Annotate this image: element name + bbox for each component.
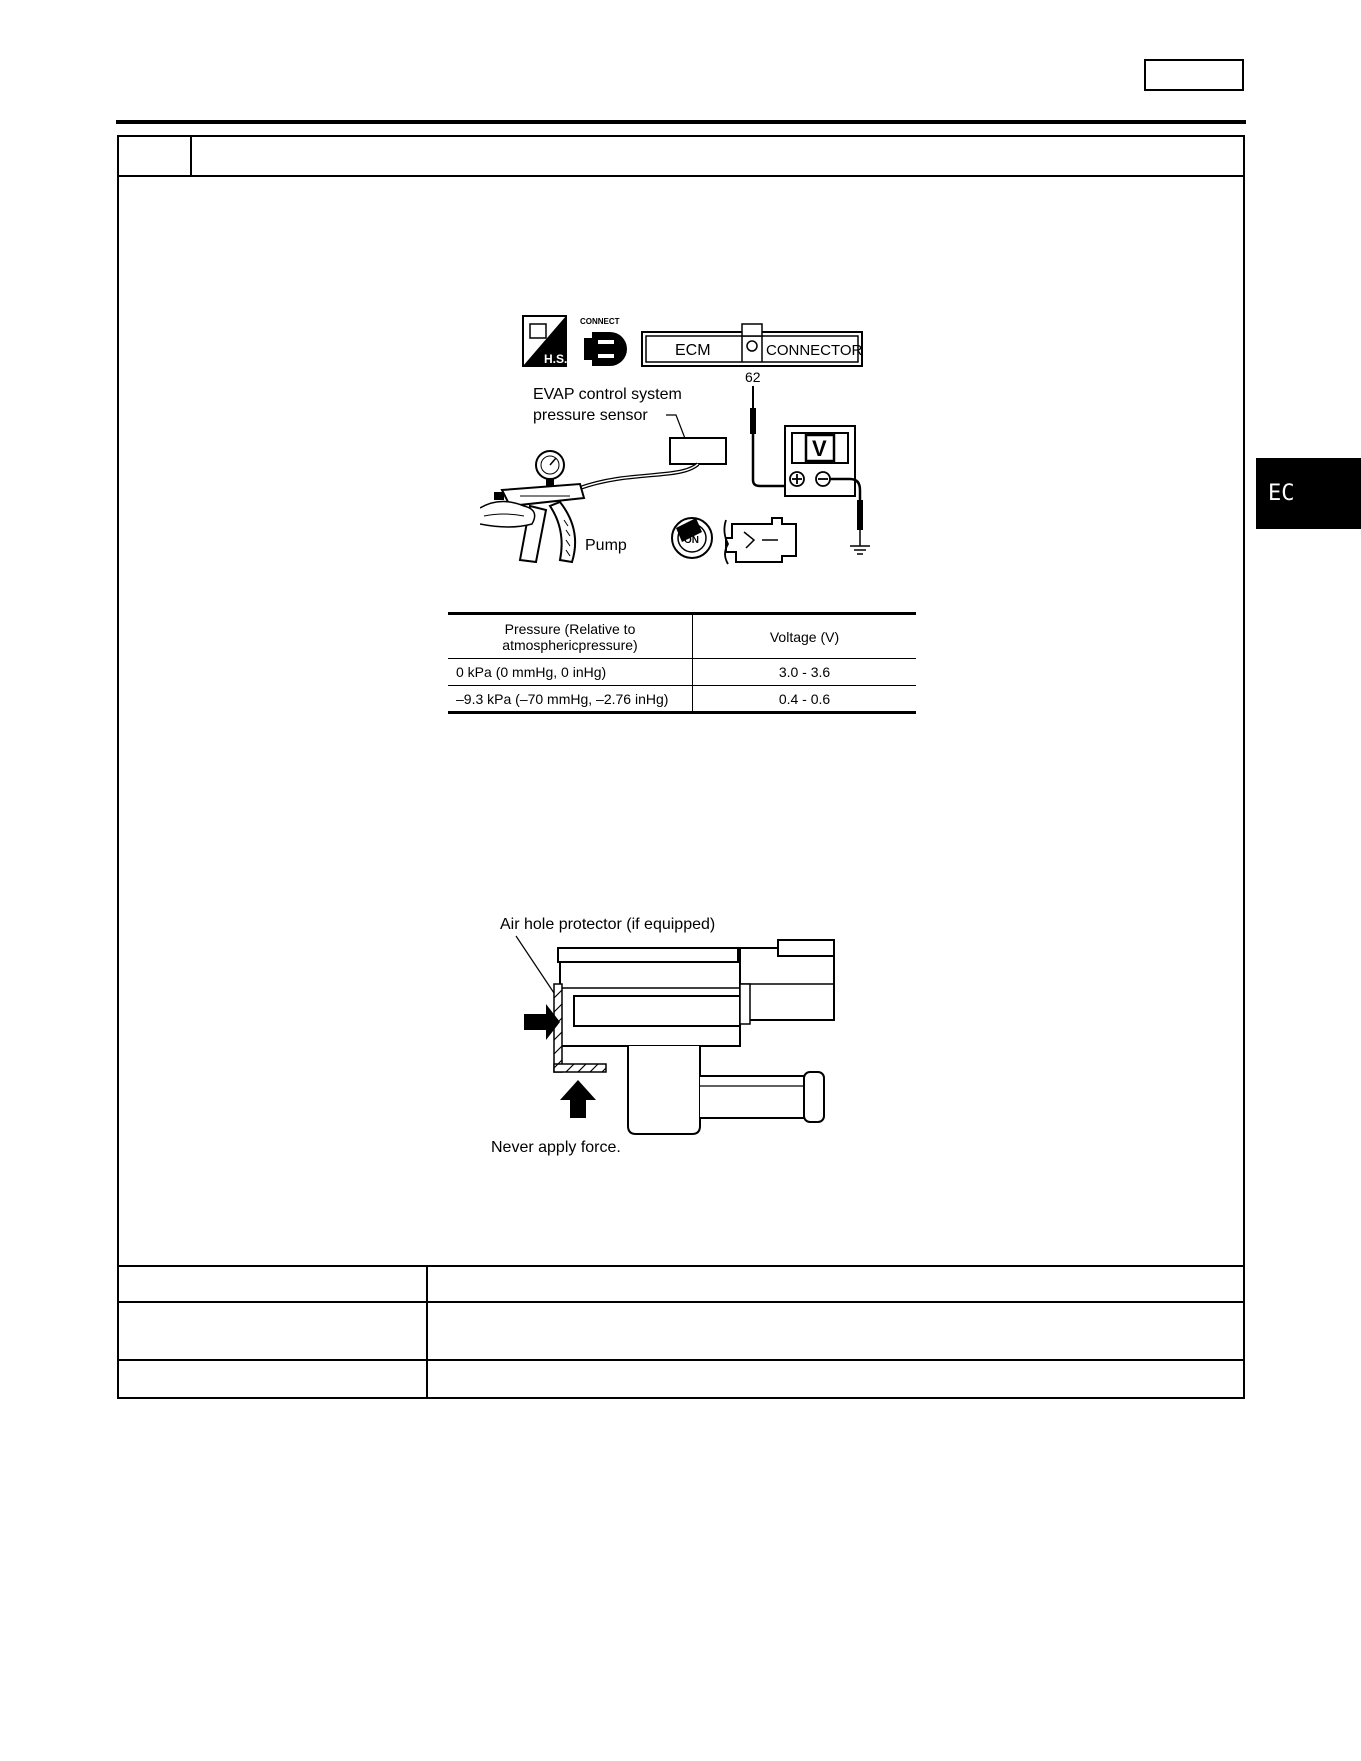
ecm-label: ECM (675, 342, 711, 359)
section-tab-label: EC (1268, 481, 1295, 506)
key-on-label: ON (684, 535, 699, 546)
table-row (448, 686, 916, 713)
caution-label: Never apply force. (491, 1139, 621, 1156)
force-arrow-bottom-icon (560, 1080, 596, 1118)
voltage-cell: 0.4 - 0.6 (693, 686, 917, 713)
engine-icon (724, 518, 796, 564)
step-number-cell-divider (190, 137, 192, 175)
table-row (448, 659, 916, 686)
result-row-divider-2 (119, 1301, 1243, 1303)
sensor-label-line1: EVAP control system (533, 386, 682, 403)
pressure-sensor-box (670, 438, 726, 464)
sensor-label-line2: pressure sensor (533, 407, 648, 424)
header-box (1144, 59, 1244, 91)
header-rule (116, 120, 1246, 124)
connect-icon (580, 317, 627, 366)
hs-label: H.S. (544, 352, 568, 366)
vacuum-pump-icon (480, 451, 584, 562)
harness-side-icon (523, 316, 567, 366)
negative-probe (857, 500, 863, 530)
table-header-row (448, 614, 916, 659)
sensor-top-plate (558, 948, 738, 962)
air-hole-protector-diagram (488, 908, 858, 1160)
positive-probe (750, 408, 756, 434)
pressure-cell: –9.3 kPa (–70 mmHg, –2.76 inHg) (448, 686, 693, 713)
terminal-number: 62 (745, 369, 761, 385)
connector-label: CONNECTOR (766, 342, 863, 359)
ground-icon (850, 546, 870, 554)
voltage-column-header: Voltage (V) (693, 614, 917, 659)
connect-label: CONNECT (580, 317, 620, 326)
voltmeter (785, 426, 855, 496)
section-tab-ec[interactable] (1256, 458, 1361, 529)
result-column-divider (426, 1265, 428, 1397)
result-row-divider-1 (119, 1265, 1243, 1267)
ecm-connector (642, 324, 863, 366)
pressure-column-header: Pressure (Relative to atmosphericpressure) (448, 614, 693, 659)
pressure-voltage-table (448, 612, 916, 714)
sensor-check-diagram (480, 310, 880, 600)
ignition-key-icon (672, 518, 712, 558)
voltmeter-label: V (812, 436, 827, 461)
pump-label: Pump (585, 537, 627, 554)
frame-title-divider (119, 175, 1243, 177)
voltage-cell: 3.0 - 3.6 (693, 659, 917, 686)
result-row-divider-3 (119, 1359, 1243, 1361)
pressure-cell: 0 kPa (0 mmHg, 0 inHg) (448, 659, 693, 686)
protector-label: Air hole protector (if equipped) (500, 916, 716, 933)
